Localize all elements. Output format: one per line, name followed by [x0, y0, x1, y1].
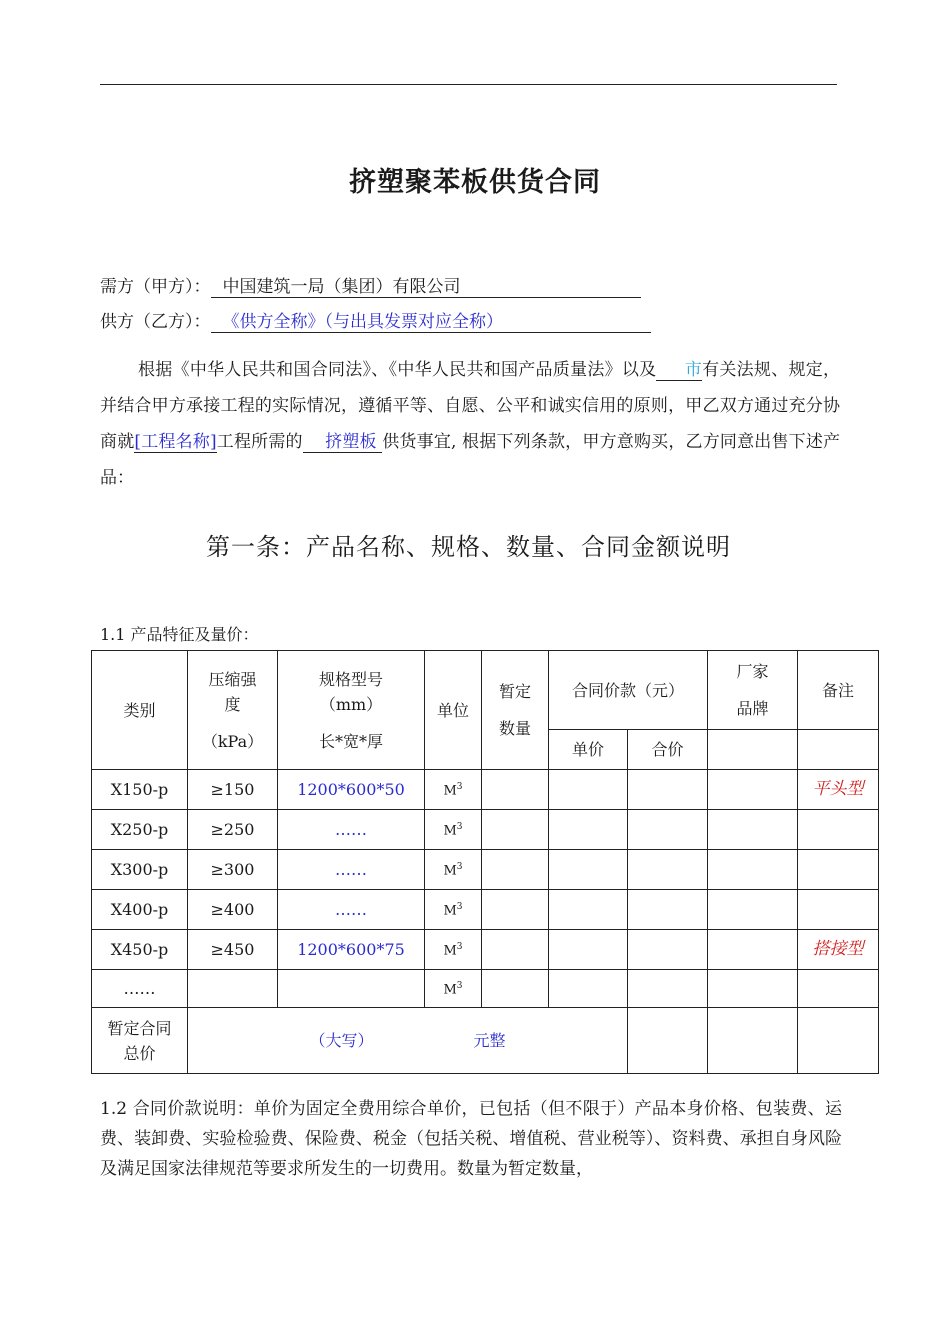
row-spec: ……	[278, 850, 425, 890]
total-row	[92, 1008, 879, 1074]
project-name-fill: [工程名称]	[134, 432, 217, 452]
unit-base: M	[443, 863, 457, 879]
row-brand	[708, 890, 798, 930]
row-strength	[188, 970, 278, 1008]
row-strength: ≥250	[188, 810, 278, 850]
row-remark	[798, 970, 879, 1008]
buyer-line	[100, 272, 641, 298]
row-strength: ≥300	[188, 850, 278, 890]
article-1-heading: 第一条：产品名称、规格、数量、合同金额说明	[206, 533, 731, 561]
header-spec-line2: （mm）	[319, 694, 383, 714]
product-spec-table	[91, 650, 879, 1074]
row-remark	[798, 890, 879, 930]
row-unit-price	[549, 770, 628, 810]
unit-sup: 3	[456, 822, 463, 833]
header-brand-line1: 厂家	[736, 662, 769, 681]
row-unit	[425, 970, 482, 1008]
product-blank	[303, 432, 383, 453]
total-label-line1: 暂定合同	[107, 1018, 172, 1038]
row-remark	[798, 850, 879, 890]
total-label	[92, 1008, 188, 1074]
supplier-value: 《供方全称》（与出具发票对应全称）	[211, 312, 651, 333]
section-1-2-paragraph: 1.2 合同价款说明：单价为固定全费用综合单价，已包括（但不限于）产品本身价格、包装费、运费、装卸费、实验检验费、保险费、税金（包括关税、增值税、营业税等）、资料费、承担自身风险及满足国家法律规范等要求所发生的一切费用。数量为暂定数量，	[100, 1099, 842, 1179]
header-quantity-line2: 数量	[498, 719, 531, 738]
row-unit-price	[549, 890, 628, 930]
row-remark: 平头型	[798, 770, 879, 810]
buyer-label: 需方（甲方）：	[100, 277, 211, 297]
city-fill: 市	[684, 360, 703, 380]
intro-text-3: 工程所需的	[216, 432, 303, 452]
unit-sup: 3	[456, 942, 463, 953]
row-total	[628, 970, 708, 1008]
row-unit-price	[549, 810, 628, 850]
unit-base: M	[443, 783, 457, 799]
row-remark: 搭接型	[798, 930, 879, 970]
row-total	[628, 850, 708, 890]
row-category: X150-p	[92, 770, 188, 810]
total-blank-1	[628, 1008, 708, 1074]
header-brand-line2: 品牌	[736, 699, 769, 718]
row-unit	[425, 850, 482, 890]
header-unit-price: 单价	[549, 730, 628, 770]
header-remark: 备注	[798, 651, 879, 730]
section-1-1-heading: 1.1 产品特征及量价：	[100, 625, 259, 644]
row-unit	[425, 930, 482, 970]
row-unit-price	[549, 970, 628, 1008]
row-spec: 1200*600*75	[278, 930, 425, 970]
header-spec-line1: 规格型号	[318, 669, 383, 689]
row-unit	[425, 890, 482, 930]
table-row	[92, 970, 879, 1008]
unit-sup: 3	[456, 981, 463, 992]
header-category: 类别	[92, 651, 188, 770]
header-strength-line2: 度	[224, 694, 241, 714]
supplier-line	[100, 307, 651, 333]
row-brand	[708, 850, 798, 890]
row-strength: ≥150	[188, 770, 278, 810]
row-spec: ……	[278, 890, 425, 930]
row-total	[628, 890, 708, 930]
header-contract-price: 合同价款（元）	[549, 651, 708, 730]
header-brand	[708, 651, 798, 730]
header-unit: 单位	[425, 651, 482, 770]
intro-paragraph	[100, 352, 840, 496]
header-spec-line3: 长*宽*厚	[318, 731, 383, 751]
unit-base: M	[443, 823, 457, 839]
row-unit	[425, 770, 482, 810]
row-remark	[798, 810, 879, 850]
unit-base: M	[443, 903, 457, 919]
table-row	[92, 850, 879, 890]
table-row	[92, 890, 879, 930]
table-row	[92, 930, 879, 970]
total-blank-3	[798, 1008, 879, 1074]
row-strength: ≥400	[188, 890, 278, 930]
header-brand-blank	[708, 730, 798, 770]
row-spec: ……	[278, 810, 425, 850]
city-blank	[656, 360, 702, 381]
row-total	[628, 930, 708, 970]
row-total	[628, 770, 708, 810]
row-spec	[278, 970, 425, 1008]
header-strength-line1: 压缩强	[208, 669, 257, 689]
row-category: X250-p	[92, 810, 188, 850]
total-amount	[188, 1008, 628, 1074]
unit-base: M	[443, 982, 457, 998]
header-quantity	[482, 651, 549, 770]
row-category: ……	[92, 970, 188, 1008]
unit-base: M	[443, 943, 457, 959]
header-strength-line3: （kPa）	[201, 731, 264, 751]
supplier-label: 供方（乙方）：	[100, 312, 211, 332]
total-blank-2	[708, 1008, 798, 1074]
header-spec	[278, 651, 425, 770]
row-quantity	[482, 970, 549, 1008]
intro-text-4: 供货事宜, 根据下列条款，甲方意购买，乙方同意出售下述产品：	[100, 432, 841, 488]
row-total	[628, 810, 708, 850]
buyer-value: 中国建筑一局（集团）有限公司	[211, 277, 641, 298]
row-brand	[708, 810, 798, 850]
header-quantity-line1: 暂定	[498, 682, 531, 701]
intro-text-2: 有关法规、规定，并结合甲方承接工程的实际情况，遵循平等、自愿、公平和诚实信用的原则，甲乙双方通过充分协商就	[100, 360, 841, 452]
table-row	[92, 770, 879, 810]
unit-sup: 3	[456, 902, 463, 913]
row-quantity	[482, 850, 549, 890]
header-total-price: 合价	[628, 730, 708, 770]
total-label-line2: 总价	[123, 1043, 156, 1063]
row-category: X450-p	[92, 930, 188, 970]
row-brand	[708, 770, 798, 810]
row-category: X300-p	[92, 850, 188, 890]
row-strength: ≥450	[188, 930, 278, 970]
row-quantity	[482, 810, 549, 850]
unit-sup: 3	[456, 862, 463, 873]
row-spec: 1200*600*50	[278, 770, 425, 810]
row-quantity	[482, 890, 549, 930]
row-brand	[708, 970, 798, 1008]
row-quantity	[482, 930, 549, 970]
contract-title: 挤塑聚苯板供货合同	[349, 167, 601, 198]
table-row	[92, 810, 879, 850]
row-unit-price	[549, 930, 628, 970]
product-fill: 挤塑板	[325, 432, 377, 452]
row-unit	[425, 810, 482, 850]
unit-sup: 3	[456, 782, 463, 793]
row-quantity	[482, 770, 549, 810]
total-yuan: 元整	[473, 1031, 506, 1050]
row-unit-price	[549, 850, 628, 890]
row-brand	[708, 930, 798, 970]
header-strength	[188, 651, 278, 770]
row-category: X400-p	[92, 890, 188, 930]
header-remark-blank	[798, 730, 879, 770]
total-daxie: （大写）	[309, 1031, 374, 1050]
intro-text-1: 根据《中华人民共和国合同法》、《中华人民共和国产品质量法》以及	[138, 360, 657, 380]
header-rule	[100, 84, 837, 85]
